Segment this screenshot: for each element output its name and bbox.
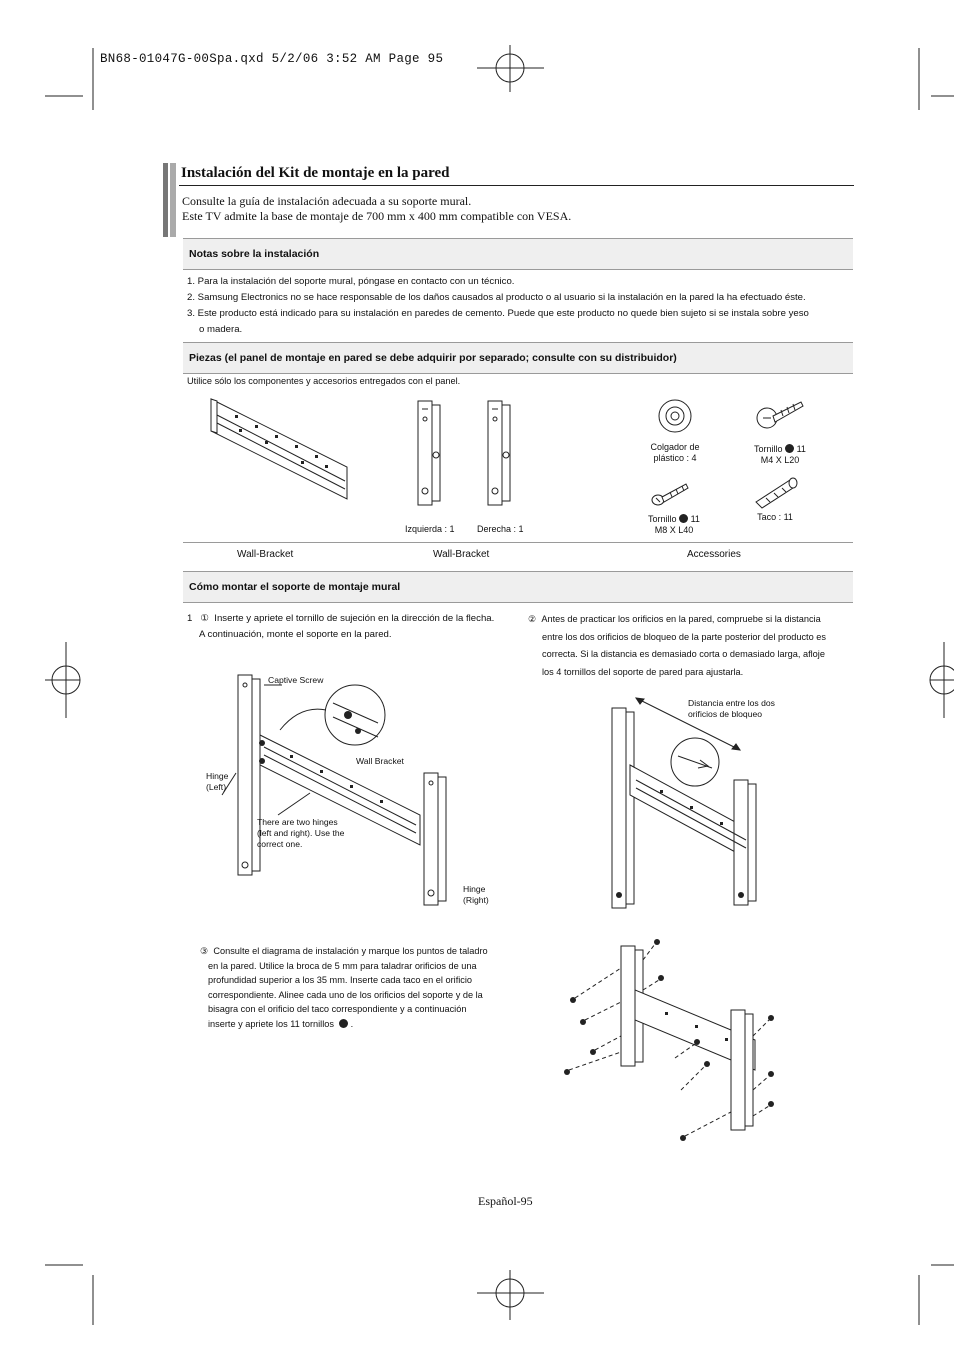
captive-screw-label: Captive Screw [268, 675, 324, 685]
distance-line: Distancia entre los dos [688, 698, 775, 708]
anchor-label: Taco : 11 [757, 512, 793, 522]
intro-line: Consulte la guía de instalación adecuada a su soporte mural. [182, 194, 472, 208]
figure-lock-distance [600, 690, 770, 915]
side-bar [170, 163, 176, 237]
note-item: 1. Para la instalación del soporte mural, póngase en contacto con un técnico. [187, 276, 515, 287]
step-text: los 4 tornillos del soporte de pared para ajustarla. [542, 666, 744, 677]
step-text: Inserte y apriete el tornillo de sujeción en la dirección de la flecha. [214, 613, 495, 624]
figure-hinge-assembly [200, 665, 520, 915]
step-2 [528, 611, 858, 681]
screw-count: 11 [796, 444, 806, 454]
screw-m8-label [636, 514, 712, 536]
notes-heading: Notas sobre la instalación [183, 238, 853, 270]
title-rule [179, 185, 854, 186]
hinge-label-line: Hinge [463, 884, 486, 894]
right-count: Derecha : 1 [477, 524, 524, 534]
screw-marker-icon [339, 1019, 348, 1028]
screw-marker-icon [785, 444, 794, 453]
step-text: . [350, 1018, 354, 1029]
intro-line: Este TV admite la base de montaje de 700 mm x 400 mm compatible con VESA. [182, 209, 572, 223]
file-slug: BN68-01047G-00Spa.qxd 5/2/06 3:52 AM Page 95 [100, 52, 444, 66]
screw-m4-icon [755, 396, 805, 434]
step-marker: ③ [200, 946, 209, 956]
note-item: 2. Samsung Electronics no se hace responsable de los daños causados al producto o al usuario si la instalación en la pared la ha efectuado éste. [187, 292, 806, 303]
step-marker: ② [528, 614, 537, 624]
step-3 [200, 944, 530, 1031]
intro-text [182, 194, 571, 224]
two-hinges-note [257, 817, 344, 850]
parts-heading: Piezas (el panel de montaje en pared se debe adquirir por separado; consulte con su distribuidor) [183, 342, 853, 374]
mount-heading: Cómo montar el soporte de montaje mural [183, 571, 853, 603]
wall-anchor-icon [752, 474, 800, 510]
left-count: Izquierda : 1 [405, 524, 455, 534]
note-line: correct one. [257, 839, 303, 849]
distance-label [688, 698, 775, 720]
column-caption: Wall-Bracket [433, 549, 490, 560]
parts-table-rule [183, 542, 853, 543]
hanger-label-line: Colgador de [650, 442, 700, 452]
step-text: correcta. Si la distancia es demasiado corta o demasiado larga, afloje [542, 649, 825, 659]
step-text: Antes de practicar los orificios en la pared, compruebe si la distancia [541, 614, 821, 624]
plastic-hanger-icon [655, 396, 695, 436]
screw-size: M4 X L20 [760, 455, 800, 465]
hanger-label [638, 442, 712, 464]
screw-label-text: Tornillo [754, 444, 783, 454]
step-text: A continuación, monte el soporte en la pared. [199, 629, 392, 640]
hinge-left-illustration [410, 395, 450, 510]
note-item: 3. Este producto está indicado para su instalación en paredes de cemento. Puede que este producto no quede bien sujeto si se instala sobre yeso [187, 308, 809, 319]
step-marker: ① [200, 613, 209, 624]
note-line: There are two hinges [257, 817, 338, 827]
notes-list [187, 274, 857, 338]
column-caption: Accessories [687, 549, 741, 560]
screw-m4-label [740, 444, 820, 466]
step-text: profundidad superior a los 35 mm. Inserte cada taco en el orificio [208, 975, 473, 985]
note-item: o madera. [199, 324, 243, 335]
figure-screw-installation [555, 940, 795, 1165]
screw-marker-icon [679, 514, 688, 523]
side-bar [163, 163, 168, 237]
step-text: en la pared. Utilice la broca de 5 mm para taladrar orificios de una [208, 960, 477, 971]
hinge-right-label [463, 884, 489, 906]
hinge-label-line: (Left) [206, 782, 227, 792]
step-1 [187, 611, 522, 643]
screw-label-text: Tornillo [648, 514, 677, 524]
hinge-right-illustration [480, 395, 520, 510]
wall-bracket-label: Wall Bracket [356, 756, 404, 766]
parts-intro: Utilice sólo los componentes y accesorios entregados con el panel. [187, 376, 461, 386]
step-text: Consulte el diagrama de instalación y marque los puntos de taladro [213, 946, 488, 956]
note-line: (left and right). Use the [257, 828, 345, 838]
step-text: inserte y apriete los 11 tornillos [208, 1018, 334, 1029]
column-caption: Wall-Bracket [237, 549, 294, 560]
hinge-label-line: (Right) [463, 895, 489, 905]
hinge-left-label [206, 771, 228, 793]
step-text: entre los dos orificios de bloqueo de la parte posterior del producto es [542, 631, 826, 642]
screw-size: M8 X L40 [654, 525, 694, 535]
step-text: correspondiente. Alinee cada uno de los orificios del soporte y de la [208, 989, 483, 1000]
screw-count: 11 [690, 514, 700, 524]
hanger-label-line: plástico : 4 [653, 453, 697, 463]
step-text: bisagra con el orificio del taco correspondiente y a continuación [208, 1004, 467, 1014]
hinge-label-line: Hinge [206, 771, 229, 781]
page-title: Instalación del Kit de montaje en la pared [181, 165, 450, 181]
step-number: 1 [187, 613, 193, 624]
page-footer: Español-95 [478, 1194, 533, 1208]
wall-plate-illustration [205, 395, 355, 505]
screw-m8-icon [650, 478, 690, 508]
distance-line: orificios de bloqueo [688, 709, 763, 719]
